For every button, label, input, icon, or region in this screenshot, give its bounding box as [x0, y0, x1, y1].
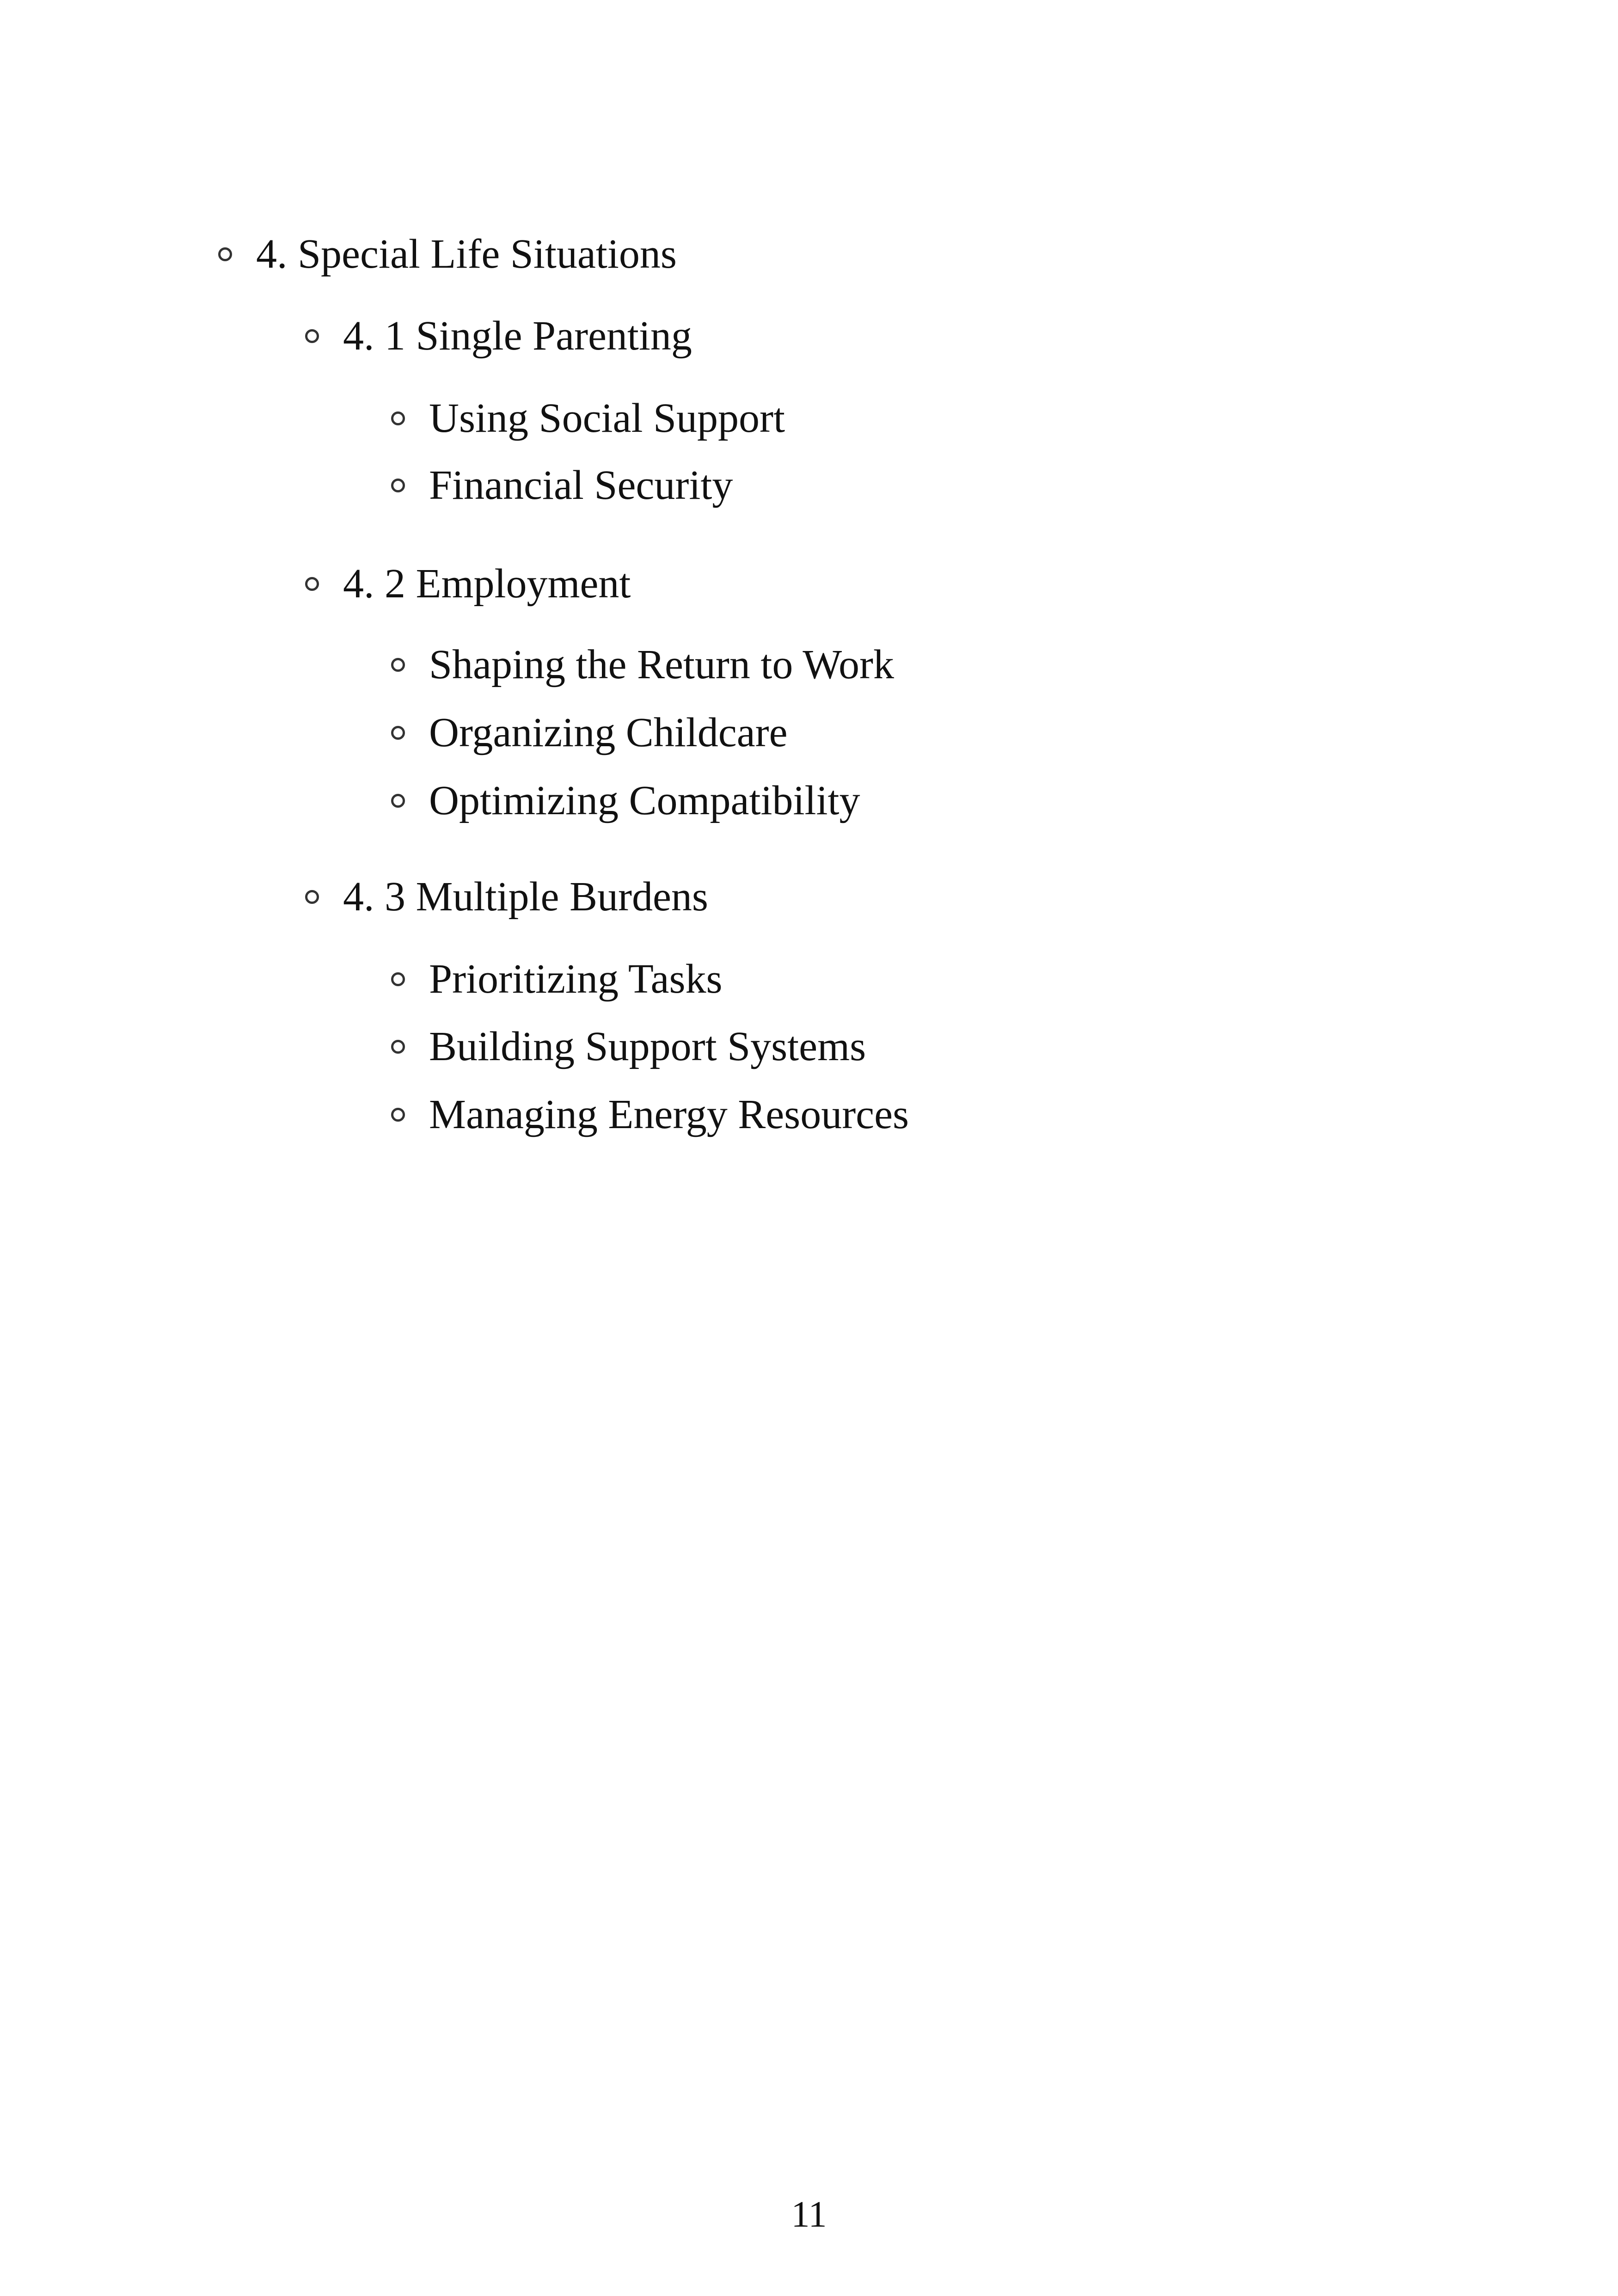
- outline-subsection: [305, 876, 708, 918]
- outline-item: [391, 780, 860, 822]
- hollow-circle-bullet-icon: [218, 247, 232, 261]
- outline-subsection: [305, 563, 631, 605]
- hollow-circle-bullet-icon: [391, 479, 405, 492]
- hollow-circle-bullet-icon: [391, 726, 405, 740]
- outline-item: [391, 395, 785, 441]
- outline-item: [391, 644, 894, 686]
- hollow-circle-bullet-icon: [391, 972, 405, 986]
- outline-item: [391, 462, 733, 508]
- item-label: Building Support Systems: [429, 1024, 866, 1069]
- item-label: Shaping the Return to Work: [429, 642, 894, 688]
- outline-item: [391, 1094, 909, 1136]
- hollow-circle-bullet-icon: [305, 329, 319, 343]
- item-label: Organizing Childcare: [429, 710, 788, 755]
- outline-subsection: [305, 315, 692, 357]
- hollow-circle-bullet-icon: [391, 1108, 405, 1122]
- outline-item: [391, 958, 723, 1000]
- item-label: Managing Energy Resources: [429, 1092, 909, 1137]
- hollow-circle-bullet-icon: [391, 658, 405, 672]
- hollow-circle-bullet-icon: [305, 890, 319, 904]
- item-label: Optimizing Compatibility: [429, 778, 860, 823]
- hollow-circle-bullet-icon: [391, 1040, 405, 1054]
- hollow-circle-bullet-icon: [391, 411, 405, 425]
- outline-item: [391, 712, 788, 754]
- hollow-circle-bullet-icon: [391, 794, 405, 808]
- page-number: 11: [791, 2194, 827, 2235]
- hollow-circle-bullet-icon: [305, 577, 319, 591]
- subsection-title: 4. 2 Employment: [343, 561, 631, 607]
- subsection-title: 4. 3 Multiple Burdens: [343, 874, 708, 920]
- item-label: Prioritizing Tasks: [429, 956, 723, 1002]
- outline-section: [218, 233, 677, 275]
- item-label: Using Social Support: [429, 395, 785, 441]
- item-label: Financial Security: [429, 462, 733, 508]
- outline-item: [391, 1026, 866, 1068]
- subsection-title: 4. 1 Single Parenting: [343, 313, 692, 359]
- section-title: 4. Special Life Situations: [256, 231, 677, 277]
